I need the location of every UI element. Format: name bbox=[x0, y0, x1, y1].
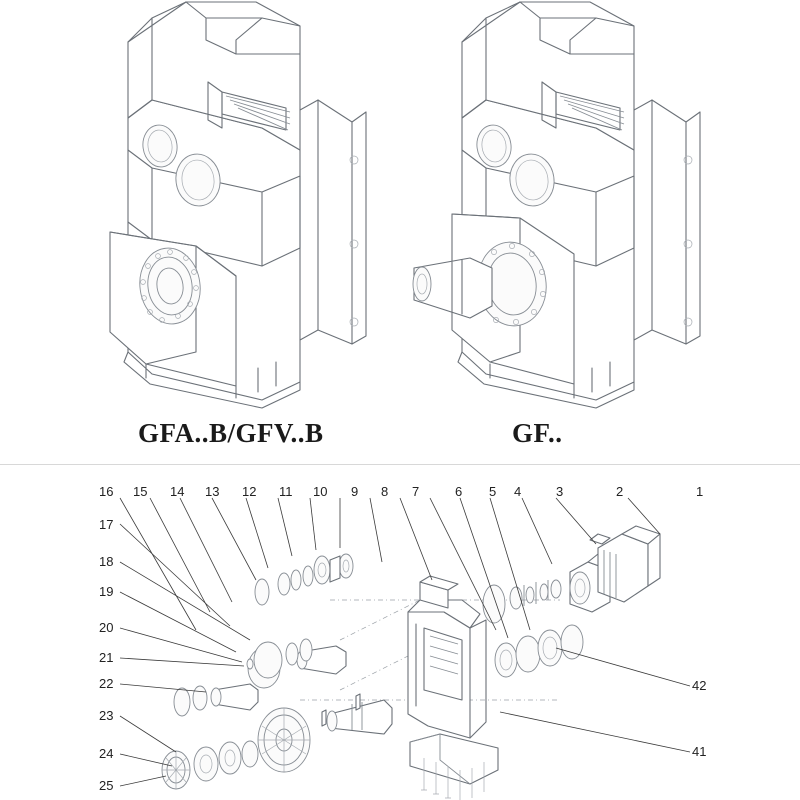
callout-4: 4 bbox=[514, 484, 522, 499]
callout-1: 1 bbox=[696, 484, 704, 499]
callout-22: 22 bbox=[99, 676, 114, 691]
exploded-assembly-diagram bbox=[120, 498, 690, 800]
gearbox-view-right bbox=[413, 2, 700, 408]
section-divider bbox=[0, 464, 800, 465]
callout-20: 20 bbox=[99, 620, 114, 635]
callout-14: 14 bbox=[170, 484, 185, 499]
callout-21: 21 bbox=[99, 650, 114, 665]
callout-10: 10 bbox=[313, 484, 328, 499]
callout-7: 7 bbox=[412, 484, 420, 499]
callout-42: 42 bbox=[692, 678, 707, 693]
gearbox-view-left bbox=[110, 2, 366, 408]
model-label-left: GFA..B/GFV..B bbox=[138, 418, 324, 448]
callout-13: 13 bbox=[205, 484, 220, 499]
model-label-right: GF.. bbox=[512, 418, 563, 448]
callout-18: 18 bbox=[99, 554, 114, 569]
callout-6: 6 bbox=[455, 484, 463, 499]
callout-16: 16 bbox=[99, 484, 114, 499]
callout-23: 23 bbox=[99, 708, 114, 723]
callout-15: 15 bbox=[133, 484, 148, 499]
callout-11: 11 bbox=[279, 484, 293, 499]
callout-8: 8 bbox=[381, 484, 389, 499]
callout-9: 9 bbox=[351, 484, 359, 499]
callout-17: 17 bbox=[99, 517, 114, 532]
callout-12: 12 bbox=[242, 484, 257, 499]
callout-5: 5 bbox=[489, 484, 497, 499]
callout-25: 25 bbox=[99, 778, 114, 793]
callout-41: 41 bbox=[692, 744, 707, 759]
callout-19: 19 bbox=[99, 584, 114, 599]
callout-24: 24 bbox=[99, 746, 114, 761]
callout-3: 3 bbox=[556, 484, 564, 499]
callout-2: 2 bbox=[616, 484, 624, 499]
